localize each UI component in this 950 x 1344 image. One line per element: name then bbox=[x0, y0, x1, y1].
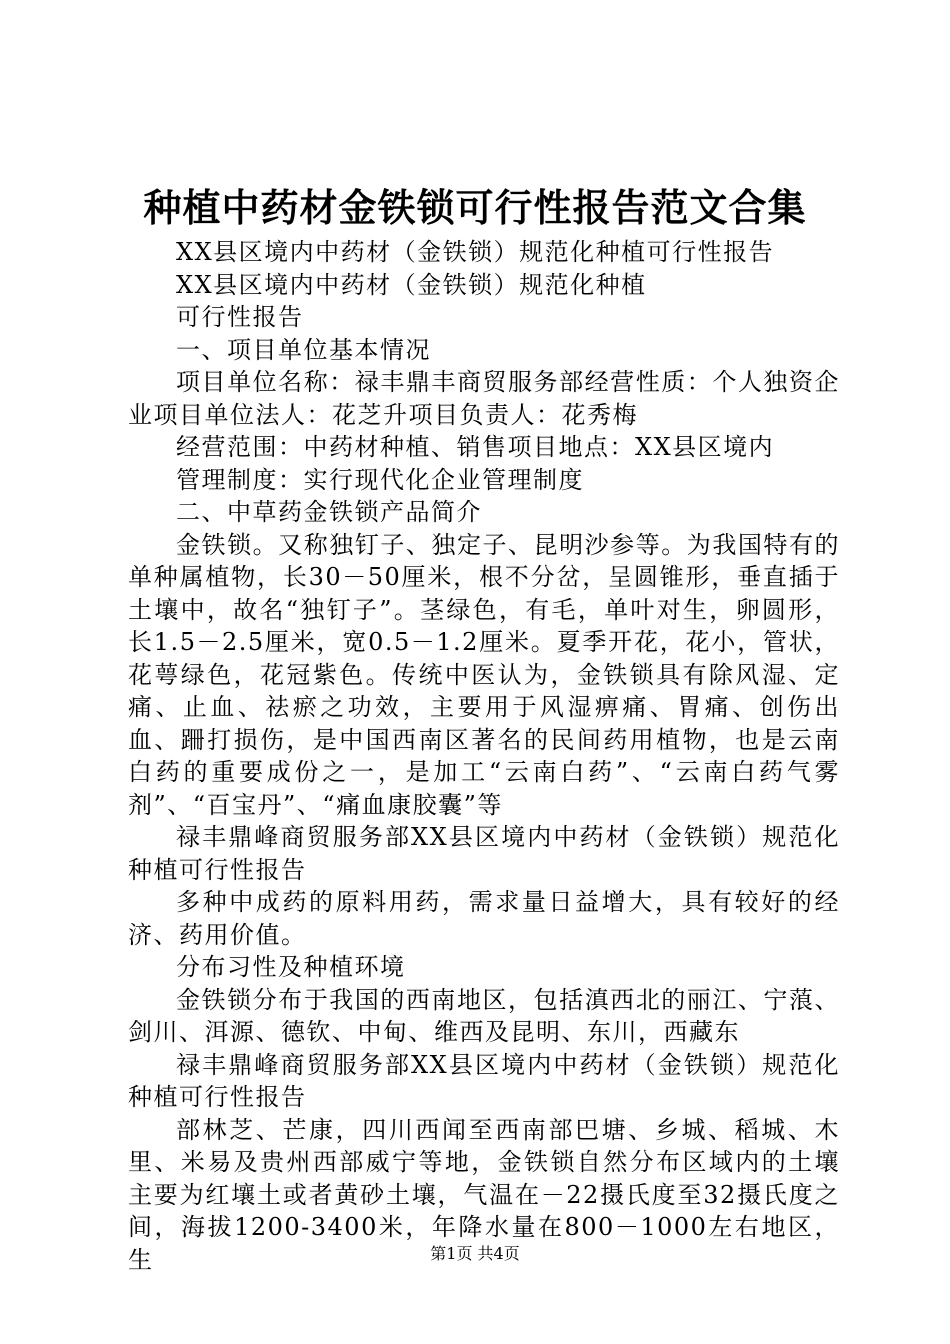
paragraph: XX县区境内中药材（金铁锁）规范化种植可行性报告 bbox=[176, 238, 775, 266]
paragraph: 禄丰鼎峰商贸服务部XX县区境内中药材（金铁锁）规范化种植可行性报告 bbox=[128, 823, 840, 884]
paragraph: 部林芝、芒康，四川西闻至西南部巴塘、乡城、稻城、木里、米易及贵州西部威宁等地，金铁锁自然分布区域内的土壤主要为红壤土或者黄砂土壤，气温在－22摄氏度至32摄氏度之间，海拔1200-3400米，年降水量在800－1000左右地区，生 bbox=[128, 1115, 840, 1274]
paragraph: 多种中成药的原料用药，需求量日益增大，具有较好的经济、药用价值。 bbox=[128, 888, 840, 949]
section-heading: 分布习性及种植环境 bbox=[176, 953, 406, 981]
page-footer: 第1页 共4页 bbox=[430, 1244, 520, 1263]
paragraph: 项目单位名称：禄丰鼎丰商贸服务部经营性质：个人独资企业项目单位法人：花芝升项目负责人：花秀梅 bbox=[128, 368, 840, 429]
paragraph: 管理制度：实行现代化企业管理制度 bbox=[176, 465, 584, 494]
paragraph: XX县区境内中药材（金铁锁）规范化种植 bbox=[176, 270, 647, 299]
paragraph: 可行性报告 bbox=[176, 303, 304, 331]
paragraph: 禄丰鼎峰商贸服务部XX县区境内中药材（金铁锁）规范化种植可行性报告 bbox=[128, 1050, 840, 1111]
document-body bbox=[128, 236, 840, 1276]
paragraph: 金铁锁。又称独钉子、独定子、昆明沙参等。为我国特有的单种属植物，长30－50厘米，根不分岔，呈圆锥形，垂直插于土壤中，故名“独钉子”。茎绿色，有毛，单叶对生，卵圆形，长1.5－2.5厘米，宽0.5－1.2厘米。夏季开花，花小，管状，花萼绿色，花冠紫色。传统中医认为，金铁锁具有除风湿、定痛、止血、祛瘀之功效，主要用于风湿痹痛、胃痛、创伤出血、跚打损伤，是中国西南区著名的民间药用植物，也是云南白药的重要成份之一，是加工“云南白药”、“云南白药气雾剂”、“百宝丹”、“痛血康胶囊”等 bbox=[128, 530, 840, 819]
document-title: 种植中药材金铁锁可行性报告范文合集 bbox=[143, 185, 807, 230]
section-heading: 二、中草药金铁锁产品简介 bbox=[176, 498, 482, 526]
paragraph: 经营范围：中药材种植、销售项目地点：XX县区境内 bbox=[176, 433, 775, 461]
paragraph: 金铁锁分布于我国的西南地区，包括滇西北的丽江、宁蒗、剑川、洱源、德钦、中甸、维西及昆明、东川，西藏东 bbox=[128, 985, 840, 1046]
section-heading: 一、项目单位基本情况 bbox=[176, 335, 431, 364]
